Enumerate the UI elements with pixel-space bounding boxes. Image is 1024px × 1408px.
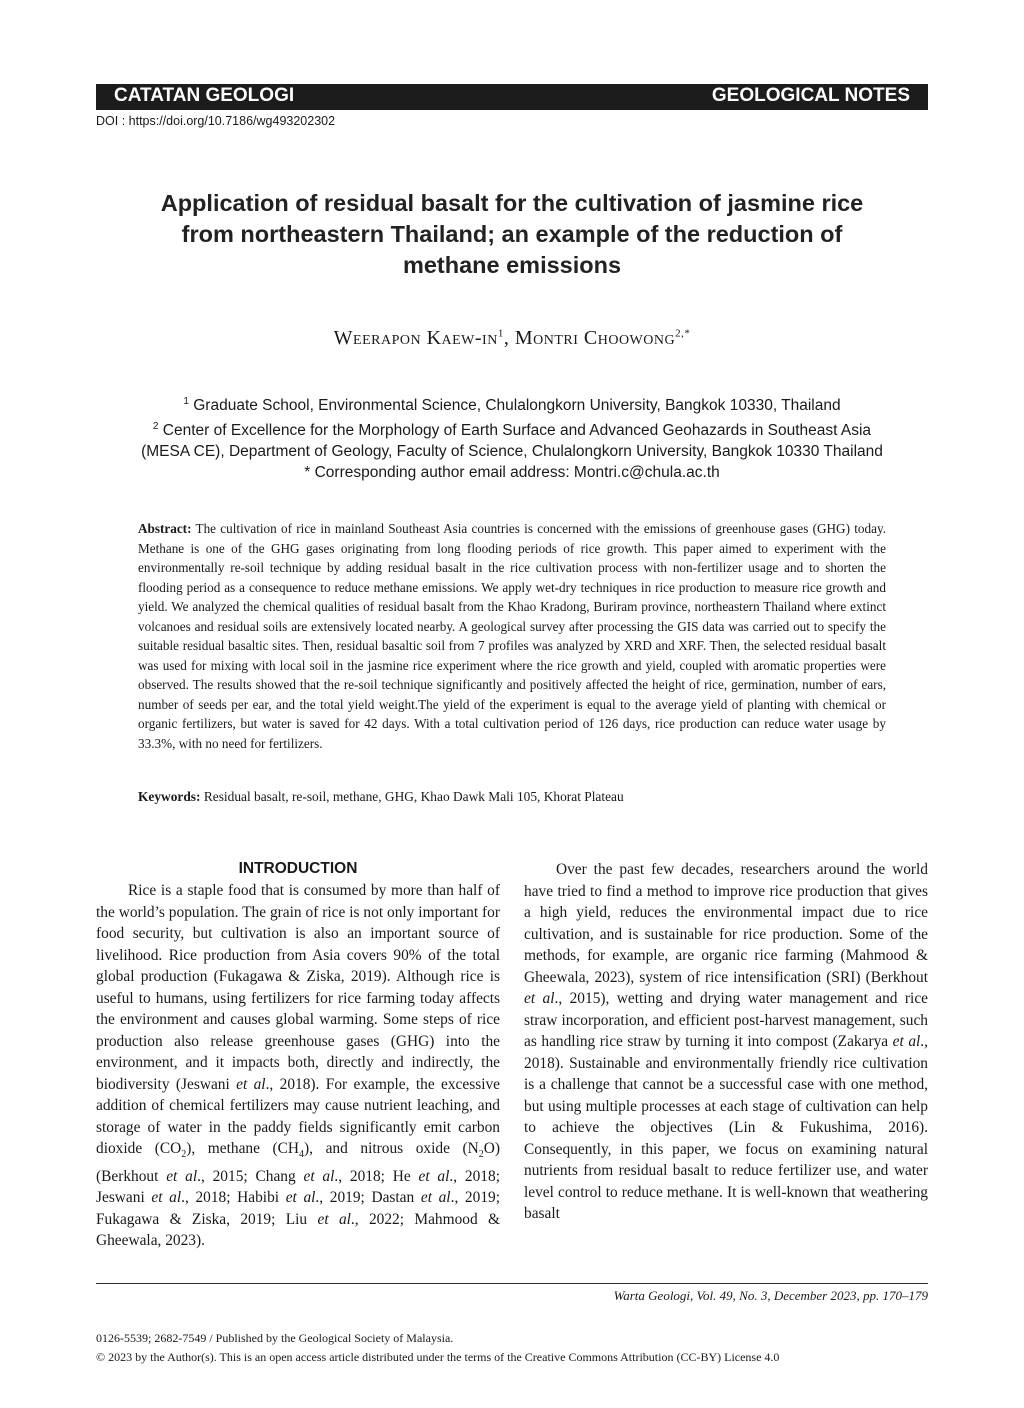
affil-text: Graduate School, Environmental Science, Chulalongkorn University, Bangkok 10330, Thailand bbox=[188, 397, 841, 415]
abstract bbox=[138, 519, 886, 753]
affil-sup: 1 bbox=[183, 396, 189, 407]
author-affil-sup: 2,* bbox=[675, 327, 691, 340]
corresponding-author: * Corresponding author email address: Montri.c@chula.ac.th bbox=[304, 464, 720, 482]
body-column-left bbox=[96, 859, 500, 1252]
publisher-footer bbox=[96, 1329, 928, 1367]
title-line: methane emissions bbox=[402, 252, 622, 278]
article-title bbox=[96, 188, 928, 281]
keywords-text: Residual basalt, re-soil, methane, GHG, Khao Dawk Mali 105, Khorat Plateau bbox=[200, 789, 624, 804]
doi-link[interactable]: DOI : https://doi.org/10.7186/wg493202302 bbox=[96, 114, 336, 128]
author-affil-sup: 1 bbox=[497, 327, 504, 340]
banner-label-catatan: CATATAN GEOLOGI bbox=[114, 85, 295, 106]
author-list bbox=[96, 327, 928, 350]
keywords bbox=[138, 789, 886, 805]
author-separator: , bbox=[503, 327, 515, 349]
title-line: from northeastern Thailand; an example of the reduction of bbox=[181, 221, 843, 247]
author-name: Montri Choowong bbox=[514, 327, 676, 349]
license-line: © 2023 by the Author(s). This is an open access article distributed under the terms of the Creative Commons Attribution (CC-BY) License 4.0 bbox=[96, 1350, 780, 1364]
affiliation-line bbox=[96, 416, 928, 441]
abstract-label: Abstract: bbox=[138, 521, 192, 536]
abstract-text: The cultivation of rice in mainland Southeast Asia countries is concerned with the emissions of greenhouse gases (GHG) today. Methane is one of the GHG gases originating from long flooding periods of rice growth. This paper aimed to experiment with the environmentally re-soil technique by adding residual basalt in the rice cultivation process with non-fertilizer usage and to shorten the flooding period as a consequence to reduce methane emissions. We apply wet-dry techniques in rice production to measure rice growth and yield. We analyzed the chemical qualities of residual basalt from the Khao Kradong, Buriram province, northeastern Thailand where extinct volcanoes and residual soils are extensively located nearby. A geological survey after processing the GIS data was carried out to specify the suitable residual basaltic sites. Then, residual basaltic soil from 7 profiles was analyzed by XRD and XRF. Then, the selected residual basalt was used for mixing with local soil in the jasmine rice experiment where the rice growth and yield, coupled with aromatic properties were observed. The results showed that the re-soil technique significantly and positively affected the height of rice, germination, number of ears, number of seeds per ear, and the total yield weight.The yield of the experiment is equal to the average yield of planting with chemical or organic fertilizers, but water is saved for 42 days. With a total cultivation period of 126 days, rice production can reduce water usage by 33.3%, with no need for fertilizers. bbox=[138, 521, 886, 751]
affiliations bbox=[96, 391, 928, 483]
journal-citation: Warta Geologi, Vol. 49, No. 3, December 2023, pp. 170–179 bbox=[613, 1288, 928, 1303]
affiliation-line bbox=[96, 391, 928, 416]
author-name: Weerapon Kaew-in bbox=[333, 327, 498, 349]
body-column-right bbox=[524, 859, 928, 1225]
intro-paragraph-2: Over the past few decades, researchers around the world have tried to find a method to improve rice production that gives a high yield, reduces the environmental impact due to rice cultivation, and is sustainable for rice production. Some of the methods, for example, are organic rice farming (Mahmood & Gheewala, 2023), system of rice intensification (SRI) (Berkhout et al., 2015), wetting and drying water management and rice straw incorporation, and efficient post-harvest management, such as handling rice straw by turning it into compost (Zakarya et al., 2018). Sustainable and environmentally friendly rice cultivation is a challenge that cannot be a successful case with one method, but using multiple processes at each stage of cultivation can help to achieve the objectives (Lin & Fukushima, 2016). Consequently, in this paper, we focus on examining natural nutrients from residual basalt to reduce fertilizer use, and water level control to reduce methane. It is well-known that weathering basalt bbox=[524, 861, 928, 1222]
footer-rule bbox=[96, 1283, 928, 1284]
affiliation-line: (MESA CE), Department of Geology, Faculty of Science, Chulalongkorn University, Bangkok 10330 Thailand bbox=[141, 443, 883, 461]
affil-sup: 2 bbox=[152, 421, 159, 433]
affil-text: Center of Excellence for the Morphology of Earth Surface and Advanced Geohazards in Southeast Asia bbox=[158, 422, 872, 440]
section-banner bbox=[96, 84, 928, 110]
issn-line: 0126-5539; 2682-7549 / Published by the Geological Society of Malaysia. bbox=[96, 1331, 454, 1345]
banner-label-geological-notes: GEOLOGICAL NOTES bbox=[711, 85, 910, 106]
intro-paragraph-1: Rice is a staple food that is consumed by more than half of the world’s population. The grain of rice is not only important for food security, but cultivation is also an important source of livelihood. Rice production from Asia covers 90% of the total global production (Fukagawa & Ziska, 2019). Although rice is useful to humans, using fertilizers for rice farming today affects the environment and causes global warming. Some steps of rice production also release greenhouse gases (GHG) into the environment, and it impacts both, directly and indirectly, the biodiversity (Jeswani et al., 2018). For example, the excessive addition of chemical fertilizers may cause nutrient leaching, and storage of water in the paddy fields significantly emit carbon dioxide $(CO_2)$, methane $(CH_4)$, and nitrous oxide $(N_2O)$ (Berkhout et al., 2015; Chang et al., 2018; He et al., 2018; Jeswani et al., 2018; Habibi et al., 2019; Dastan et al., 2019; Fukagawa & Ziska, 2019; Liu et al., 2022; Mahmood & Gheewala, 2023). bbox=[96, 882, 500, 1250]
title-line: Application of residual basalt for the cultivation of jasmine rice bbox=[160, 190, 864, 216]
section-heading-introduction: INTRODUCTION bbox=[238, 860, 358, 877]
keywords-label: Keywords: bbox=[138, 789, 201, 804]
